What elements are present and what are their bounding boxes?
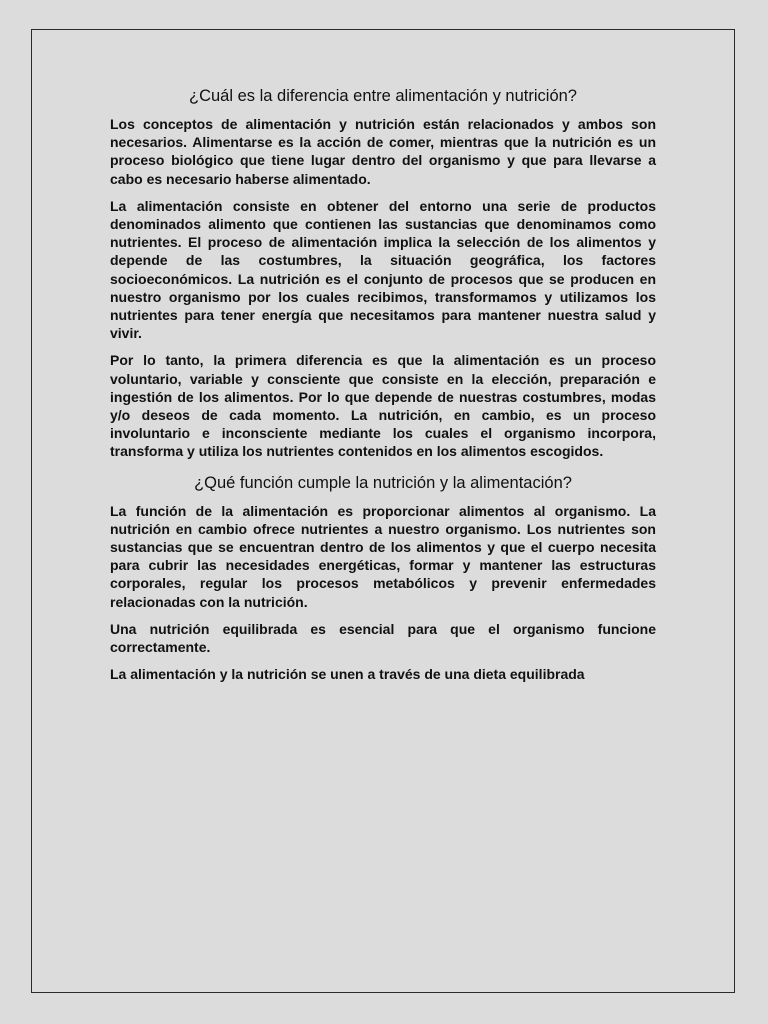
paragraph-function: La función de la alimentación es proporcionar alimentos al organismo. La nutrición en cambio ofrece nutrientes a nuestro organismo. Los nutrientes son sustancias que se encuentran dentro de los alimentos y que el cuerpo necesita para cubrir las necesidades energéticas, formar y mantener las estructuras corporales, regular los procesos metabólicos y prevenir enfermedades relacionadas con la nutrición. [110,502,656,610]
paragraph-balanced-nutrition: Una nutrición equilibrada es esencial para que el organismo funcione correctamente. [110,620,656,656]
paragraph-concepts: Los conceptos de alimentación y nutrición están relacionados y ambos son necesarios. Alimentarse es la acción de comer, mientras que la nutrición es un proceso biológico que tiene lugar dentro del organismo y que para llevarse a cabo es necesario haberse alimentado. [110,116,656,187]
heading-function: ¿Qué función cumple la nutrición y la alimentación? [194,473,572,492]
paragraph-first-difference: Por lo tanto, la primera diferencia es que la alimentación es un proceso voluntario, variable y consciente que consiste en la elección, preparación e ingestión de los alimentos. Por lo que depende de nuestras costumbres, modas y/o deseos de cada momento. La nutrición, en cambio, es un proceso involuntario e inconsciente mediante los cuales el organismo incorpora, transforma y utiliza los nutrientes contenidos en los alimentos escogidos. [110,352,656,460]
paragraph-alimentation-definition: La alimentación consiste en obtener del entorno una serie de productos denominados alimento que contienen las sustancias que denominamos como nutrientes. El proceso de alimentación implica la selección de los alimentos y depende de las costumbres, la situación geográfica, los factores socioeconómicos. La nutrición es el conjunto de procesos que se producen en nuestro organismo por los cuales recibimos, transformamos y utilizamos los nutrientes para tener energía que necesitamos para mantener nuestra salud y vivir. [110,197,656,342]
document-page [31,29,735,993]
paragraph-balanced-diet: La alimentación y la nutrición se unen a través de una dieta equilibrada [110,666,585,683]
heading-difference: ¿Cuál es la diferencia entre alimentación y nutrición? [189,87,577,105]
document-body [110,86,656,692]
